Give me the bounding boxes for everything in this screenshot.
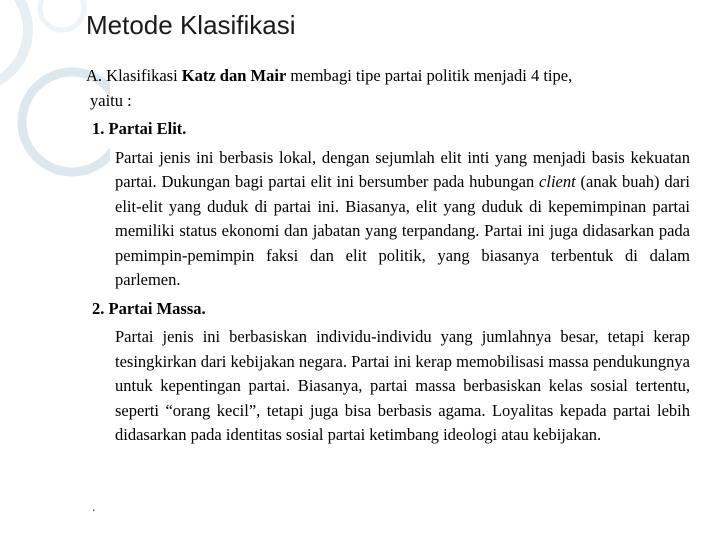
section-paragraph-partai-massa: Partai jenis ini berbasiskan individu-individu yang jumlahnya besar, tetapi kerap tesingkirkan dari kebijakan negara. Partai ini kerap memobilisasi massa pendukungnya untuk kepentingan partai. Biasanya, partai massa berbasiskan kelas sosial tertentu, seperti “orang kecil”, tetapi juga bisa berbasis agama. Loyalitas kepada partai lebih didasarkan pada identitas sosial partai ketimbang ideologi atau kebijakan. <box>115 327 690 444</box>
footer-mark: . <box>92 500 96 515</box>
intro-text-middle: membagi tipe partai politik menjadi 4 tipe, <box>286 66 573 85</box>
slide-content <box>86 64 690 452</box>
intro-authors: Katz dan Mair <box>181 66 287 85</box>
section-paragraph-partai-elit <box>115 146 690 293</box>
section-heading-partai-massa: 2. Partai Massa. <box>92 298 206 318</box>
intro-text-end: yaitu : <box>90 90 132 110</box>
section-heading-partai-elit: 1. Partai Elit. <box>92 119 187 138</box>
intro-text-start: A. Klasifikasi <box>86 66 182 85</box>
page-title: Metode Klasifikasi <box>86 10 296 40</box>
paragraph-italic-term: client <box>539 172 576 191</box>
paragraph-text: Partai jenis ini berbasis lokal, dengan sejumlah elit inti yang menjadi basis kekuatan partai. Dukungan bagi partai elit ini bersumber pada hubungan <box>115 147 690 191</box>
paragraph-text: (anak buah) dari elit-elit yang duduk di partai ini. Biasanya, elit yang duduk di kepemimpinan partai memiliki status ekonomi dan jabatan yang terpandang. Partai ini juga didasarkan pada pemimpin-pemimpin faksi dan elit politik, yang biasanya terbentuk di dalam parlemen. <box>115 172 690 289</box>
decorative-ring-top <box>40 0 84 30</box>
intro-paragraph <box>86 64 690 113</box>
decorative-ring-large <box>0 0 28 88</box>
